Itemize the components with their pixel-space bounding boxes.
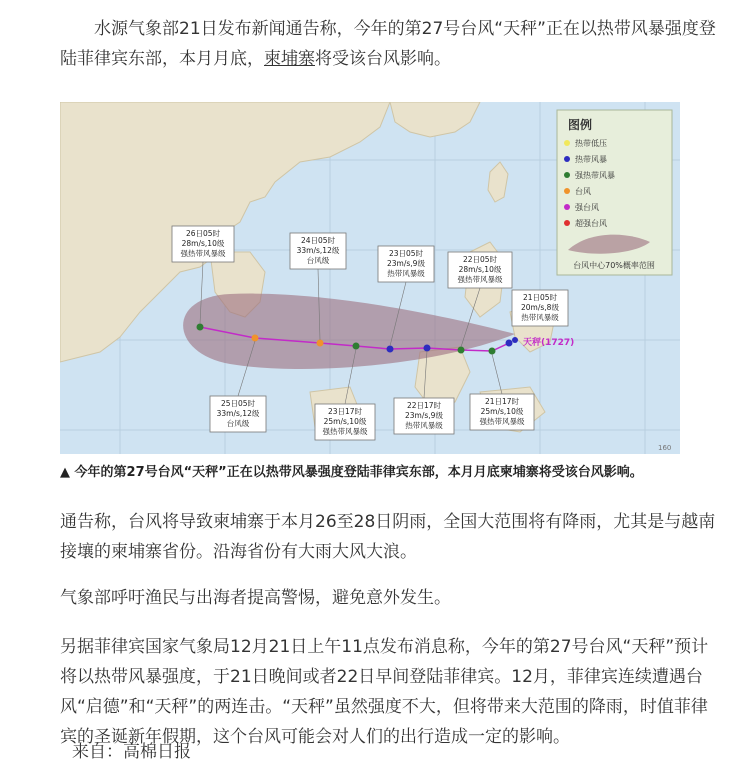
svg-text:强热带风暴级: 强热带风暴级 [479, 417, 525, 426]
svg-text:24日05时: 24日05时 [300, 236, 336, 245]
track-point-23d17 [353, 343, 360, 350]
annotation-21d05 [512, 290, 568, 326]
intro-text-before: 水源气象部21日发布新闻通告称，今年的第27号台风“天秤”正在以热带风暴强度登陆菲律宾东部，本月月底， [60, 19, 716, 69]
svg-text:20m/s,8级: 20m/s,8级 [521, 303, 559, 312]
figure-caption: ▲ 今年的第27号台风“天秤”正在以热带风暴强度登陆菲律宾东部，本月月底柬埔寨将受该台风影响。 [60, 465, 643, 480]
paragraph-warning: 气象部呼吁渔民与出海者提高警惕，避免意外发生。 [60, 588, 451, 608]
track-point-21d17 [489, 348, 496, 355]
intro-text-after: 将受该台风影响。 [315, 49, 451, 69]
svg-text:台风: 台风 [575, 187, 591, 196]
svg-text:台风级: 台风级 [306, 256, 330, 265]
cambodia-link[interactable]: 柬埔寨 [264, 49, 315, 69]
svg-text:25日05时: 25日05时 [220, 399, 256, 408]
svg-text:22日17时: 22日17时 [406, 401, 442, 410]
typhoon-track-map [60, 102, 680, 454]
paragraph-philippines: 另据菲律宾国家气象局12月21日上午11点发布消息称，今年的第27号台风“天秤”预计将以热带风暴强度，于21日晚间或者22日早间登陆菲律宾。12月，菲律宾连续遭遇台风“启德”和“天秤”的两连击。“天秤”虽然强度不大，但将带来大范围的降雨，时值菲律宾的圣诞新年假期，这个台风可能会对人们的出行造成一定的影响。 [60, 637, 709, 747]
svg-text:热带风暴级: 热带风暴级 [521, 313, 559, 322]
track-point-24d05 [317, 340, 324, 347]
storm-name-label: 天秤(1727) [523, 338, 575, 348]
svg-text:23日17时: 23日17时 [327, 407, 363, 416]
svg-text:热带风暴级: 热带风暴级 [387, 269, 425, 278]
svg-text:21日17时: 21日17时 [484, 397, 520, 406]
svg-text:25m/s,10级: 25m/s,10级 [323, 417, 367, 426]
paragraph-intro [60, 14, 720, 74]
svg-text:28m/s,10级: 28m/s,10级 [181, 239, 225, 248]
track-point-26d05 [197, 324, 204, 331]
svg-text:23m/s,9级: 23m/s,9级 [387, 259, 425, 268]
svg-text:超强台风: 超强台风 [575, 219, 607, 228]
svg-text:22日05时: 22日05时 [462, 255, 498, 264]
track-point-23d05 [387, 346, 394, 353]
track-point-22d05 [458, 347, 465, 354]
paragraph-forecast: 通告称，台风将导致柬埔寨于本月26至28日阴雨，全国大范围将有降雨，尤其是与越南接壤的柬埔寨省份。沿海省份有大雨大风大浪。 [60, 512, 716, 562]
svg-text:强热带风暴级: 强热带风暴级 [322, 427, 368, 436]
svg-text:25m/s,10级: 25m/s,10级 [480, 407, 524, 416]
legend-title: 图例 [568, 118, 593, 132]
svg-text:热带低压: 热带低压 [575, 139, 607, 148]
svg-text:33m/s,12级: 33m/s,12级 [296, 246, 340, 255]
svg-text:23m/s,9级: 23m/s,9级 [405, 411, 443, 420]
svg-text:热带风暴: 热带风暴 [575, 155, 607, 164]
track-point-25d05 [252, 335, 259, 342]
svg-text:21日05时: 21日05时 [522, 293, 558, 302]
svg-text:23日05时: 23日05时 [388, 249, 424, 258]
svg-text:26日05时: 26日05时 [185, 229, 221, 238]
map-legend [557, 110, 672, 275]
track-point-22d17 [424, 345, 431, 352]
legend-cone-label: 台风中心70%概率范围 [573, 261, 655, 270]
svg-text:热带风暴级: 热带风暴级 [405, 421, 443, 430]
svg-text:28m/s,10级: 28m/s,10级 [458, 265, 502, 274]
svg-text:台风级: 台风级 [226, 419, 250, 428]
map-corner-label: 160 [658, 444, 672, 452]
svg-text:强热带风暴级: 强热带风暴级 [457, 275, 503, 284]
track-point-current [512, 337, 518, 343]
track-point-21d05 [506, 340, 513, 347]
source-line: 来自：高棉日报 [72, 742, 191, 762]
svg-text:强热带风暴级: 强热带风暴级 [180, 249, 226, 258]
svg-text:强热带风暴: 强热带风暴 [575, 171, 615, 180]
svg-text:强台风: 强台风 [575, 203, 599, 212]
svg-text:33m/s,12级: 33m/s,12级 [216, 409, 260, 418]
